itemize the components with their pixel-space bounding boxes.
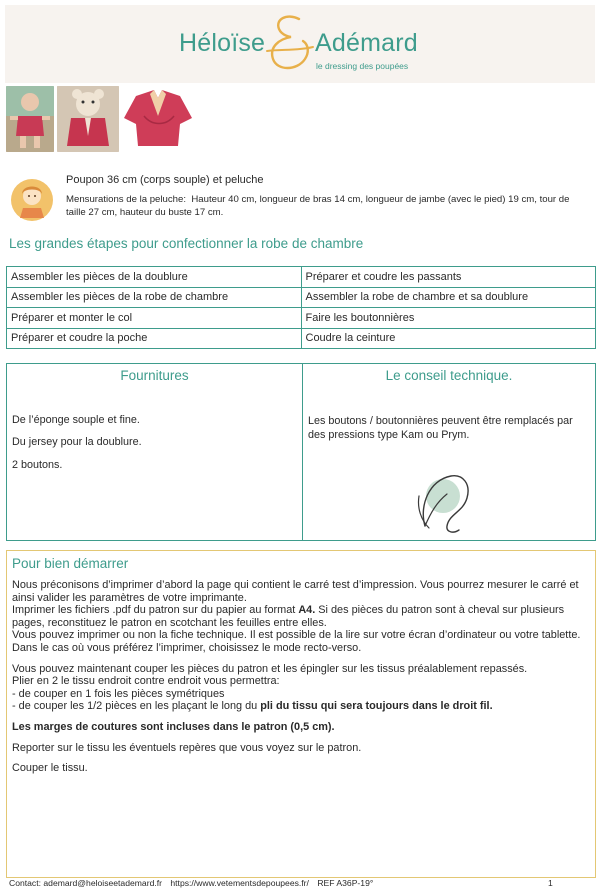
step-cell: Assembler la robe de chambre et sa doublure (301, 287, 596, 308)
fourniture-item: 2 boutons. (12, 459, 63, 471)
start-paragraph: Vous pouvez maintenant couper les pièces du patron et les épingler sur les tissus préalablement repassés. (12, 662, 528, 675)
page-number: 1 (548, 878, 553, 888)
table-row (7, 328, 596, 349)
start-title: Pour bien démarrer (12, 556, 129, 571)
start-body (12, 579, 590, 775)
steps-table (6, 266, 596, 349)
start-paragraph (12, 721, 590, 734)
start-paragraph: Nous préconisons d’imprimer d’abord la page qui contient le carré test d’impression. Vous pourrez mesurer le carré et ainsi valider les paramètres de votre imprimante. (12, 579, 579, 604)
start-bold: A4. (298, 604, 316, 617)
fournitures-title: Fournitures (120, 368, 189, 383)
start-text: - de couper les 1/2 pièces en les plaçant le long du (12, 700, 261, 713)
start-bold: pli du tissu qui sera toujours dans le droit fil. (260, 700, 493, 713)
footer (9, 878, 379, 888)
table-row (7, 267, 596, 288)
footer-ref: REF A36P-19° (317, 878, 374, 888)
step-cell: Préparer et coudre la poche (7, 328, 302, 349)
step-cell: Assembler les pièces de la robe de chambre (7, 287, 302, 308)
brand-tagline: le dressing des poupées (316, 61, 409, 71)
doll-title: Poupon 36 cm (corps souple) et peluche (66, 174, 264, 186)
footer-contact: Contact: ademard@heloiseetademard.fr (9, 878, 162, 888)
fourniture-item: Du jersey pour la doublure. (12, 436, 142, 448)
footer-url[interactable]: https://www.vetementsdepoupees.fr/ (170, 878, 309, 888)
step-cell: Préparer et monter le col (7, 308, 302, 329)
step-cell: Faire les boutonnières (301, 308, 596, 329)
step-cell: Coudre la ceinture (301, 328, 596, 349)
robe-photo (122, 86, 194, 152)
brand-logo (5, 11, 595, 79)
header-banner (5, 5, 595, 83)
ampersand-logo-icon (261, 11, 317, 75)
table-row (7, 308, 596, 329)
conseil-box (302, 363, 596, 541)
doll-face-icon (10, 178, 54, 222)
table-row (7, 287, 596, 308)
brand-name-left: Héloïse (179, 29, 266, 57)
start-paragraph: Couper le tissu. (12, 762, 88, 775)
start-paragraph (12, 700, 590, 713)
start-paragraph: Plier en 2 le tissu endroit contre endroit vous permettra: (12, 675, 280, 688)
start-bold: Les marges de coutures sont incluses dans le patron (0,5 cm). (12, 720, 335, 733)
conseil-text: Les boutons / boutonnières peuvent être remplacés par des pressions type Kam ou Prym. (308, 415, 573, 441)
start-text: Si des pièces du patron sont à cheval sur plusieurs pages, reconstituez le patron en scotchant les feuilles entre elles. (12, 604, 565, 629)
teddy-photo (57, 86, 119, 152)
start-paragraph: Reporter sur le tissu les éventuels repères que vous voyez sur le patron. (12, 741, 362, 754)
start-box (6, 550, 596, 878)
measurements-label: Mensurations de la peluche: (66, 194, 186, 205)
doll-photo (6, 86, 54, 152)
step-cell: Assembler les pièces de la doublure (7, 267, 302, 288)
start-paragraph: Vous pouvez imprimer ou non la fiche technique. Il est possible de la lire sur votre écran d’ordinateur ou votre tablette. Dans le cas où vous préférez l’imprimer, choisissez le mode recto-verso. (12, 629, 581, 654)
leaf-monogram-icon (411, 466, 477, 536)
start-paragraph: - de couper en 1 fois les pièces symétriques (12, 687, 225, 700)
steps-title: Les grandes étapes pour confectionner la robe de chambre (9, 236, 364, 251)
fournitures-box (6, 363, 303, 541)
start-text: Imprimer les fichiers .pdf du patron sur du papier au format (12, 604, 299, 617)
brand-name-right: Adémard (315, 29, 418, 57)
start-paragraph (12, 604, 590, 629)
fourniture-item: De l’éponge souple et fine. (12, 414, 140, 426)
doll-measurements (66, 194, 586, 219)
step-cell: Préparer et coudre les passants (301, 267, 596, 288)
conseil-title: Le conseil technique. (385, 368, 513, 383)
measurements-text: Hauteur 40 cm, longueur de bras 14 cm, longueur de jambe (avec le pied) 19 cm, tour de taille 27 cm, hauteur du buste 17 cm. (66, 194, 570, 218)
